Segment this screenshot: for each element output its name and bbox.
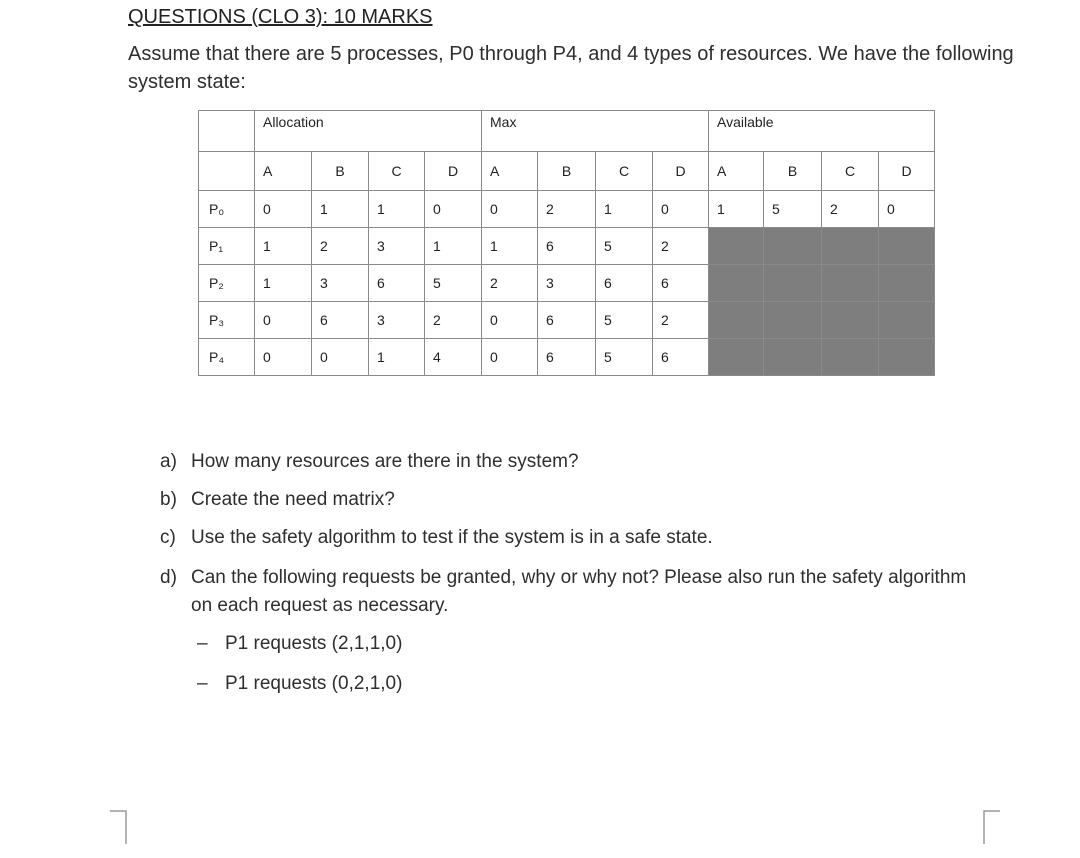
allocation-cell: 4 [425,339,482,376]
available-cell: 2 [822,191,879,228]
question-letter: a) [160,451,177,472]
process-row [199,339,935,376]
available-cell: 5 [764,191,822,228]
max-cell: 2 [653,302,709,339]
resource-header: C [369,152,425,191]
shaded-cell [709,228,764,265]
process-row [199,265,935,302]
allocation-cell: 0 [255,191,312,228]
resource-header: A [709,152,764,191]
shaded-cell [879,228,935,265]
allocation-cell: 3 [369,228,425,265]
request-item [160,670,980,698]
resource-header: D [653,152,709,191]
shaded-cell [822,302,879,339]
resource-header: B [764,152,822,191]
max-cell: 6 [596,265,653,302]
max-cell: 0 [482,191,538,228]
resource-header: C [596,152,653,191]
allocation-cell: 0 [255,302,312,339]
allocation-cell: 1 [312,191,369,228]
resource-header: D [425,152,482,191]
process-label: P₂ [199,265,255,302]
resource-header: A [255,152,312,191]
dash-bullet: – [197,633,208,654]
allocation-cell: 2 [425,302,482,339]
allocation-cell: 3 [369,302,425,339]
max-cell: 0 [482,339,538,376]
max-cell: 0 [653,191,709,228]
resource-header: C [822,152,879,191]
process-label: P₃ [199,302,255,339]
shaded-cell [764,228,822,265]
max-cell: 1 [596,191,653,228]
resource-header: A [482,152,538,191]
question-item [160,448,980,476]
request-item [160,630,980,658]
request-text: P1 requests (0,2,1,0) [225,673,403,694]
question-text: Create the need matrix? [191,489,395,510]
allocation-cell: 1 [255,228,312,265]
shaded-cell [764,339,822,376]
shaded-cell [764,302,822,339]
allocation-cell: 5 [425,265,482,302]
allocation-cell: 1 [425,228,482,265]
question-item [160,564,980,620]
max-header: Max [482,111,709,152]
question-text: How many resources are there in the system? [191,451,579,472]
max-cell: 5 [596,228,653,265]
max-cell: 6 [653,265,709,302]
dash-bullet: – [197,673,208,694]
max-cell: 2 [538,191,596,228]
max-cell: 3 [538,265,596,302]
allocation-cell: 1 [369,339,425,376]
process-label: P₀ [199,191,255,228]
allocation-cell: 6 [369,265,425,302]
blank-cell [199,152,255,191]
max-cell: 6 [538,228,596,265]
max-cell: 0 [482,302,538,339]
shaded-cell [822,228,879,265]
available-header: Available [709,111,935,152]
process-row [199,302,935,339]
shaded-cell [879,302,935,339]
shaded-cell [822,265,879,302]
resource-header-row [199,152,935,191]
page-heading: QUESTIONS (CLO 3): 10 MARKS [128,6,433,28]
allocation-cell: 0 [425,191,482,228]
group-header-row [199,111,935,152]
allocation-cell: 0 [255,339,312,376]
question-text: Use the safety algorithm to test if the system is in a safe state. [191,527,713,548]
margin-corner-left-icon [108,806,132,846]
shaded-cell [879,339,935,376]
questions-list [160,448,980,698]
available-cell: 1 [709,191,764,228]
process-row [199,228,935,265]
shaded-cell [709,265,764,302]
corner-cell [199,111,255,152]
shaded-cell [822,339,879,376]
max-cell: 5 [596,339,653,376]
max-cell: 6 [538,339,596,376]
resource-header: D [879,152,935,191]
question-text: Can the following requests be granted, why or why not? Please also run the safety algorithm on each request as necessary. [191,567,967,616]
allocation-cell: 2 [312,228,369,265]
request-text: P1 requests (2,1,1,0) [225,633,403,654]
process-row [199,191,935,228]
max-cell: 1 [482,228,538,265]
allocation-cell: 1 [369,191,425,228]
allocation-cell: 3 [312,265,369,302]
process-label: P₁ [199,228,255,265]
allocation-header: Allocation [255,111,482,152]
resource-header: B [538,152,596,191]
question-item [160,486,980,514]
margin-corner-right-icon [978,806,1002,846]
max-cell: 6 [653,339,709,376]
allocation-cell: 0 [312,339,369,376]
allocation-cell: 6 [312,302,369,339]
max-cell: 5 [596,302,653,339]
max-cell: 2 [482,265,538,302]
max-cell: 6 [538,302,596,339]
max-cell: 2 [653,228,709,265]
allocation-cell: 1 [255,265,312,302]
question-letter: b) [160,489,177,510]
system-state-table [198,110,935,376]
shaded-cell [879,265,935,302]
question-item [160,524,980,552]
process-label: P₄ [199,339,255,376]
shaded-cell [764,265,822,302]
question-letter: c) [160,527,176,548]
shaded-cell [709,339,764,376]
intro-paragraph: Assume that there are 5 processes, P0 through P4, and 4 types of resources. We have the following system state: [128,43,1014,93]
available-cell: 0 [879,191,935,228]
question-letter: d) [160,567,177,588]
resource-header: B [312,152,369,191]
shaded-cell [709,302,764,339]
